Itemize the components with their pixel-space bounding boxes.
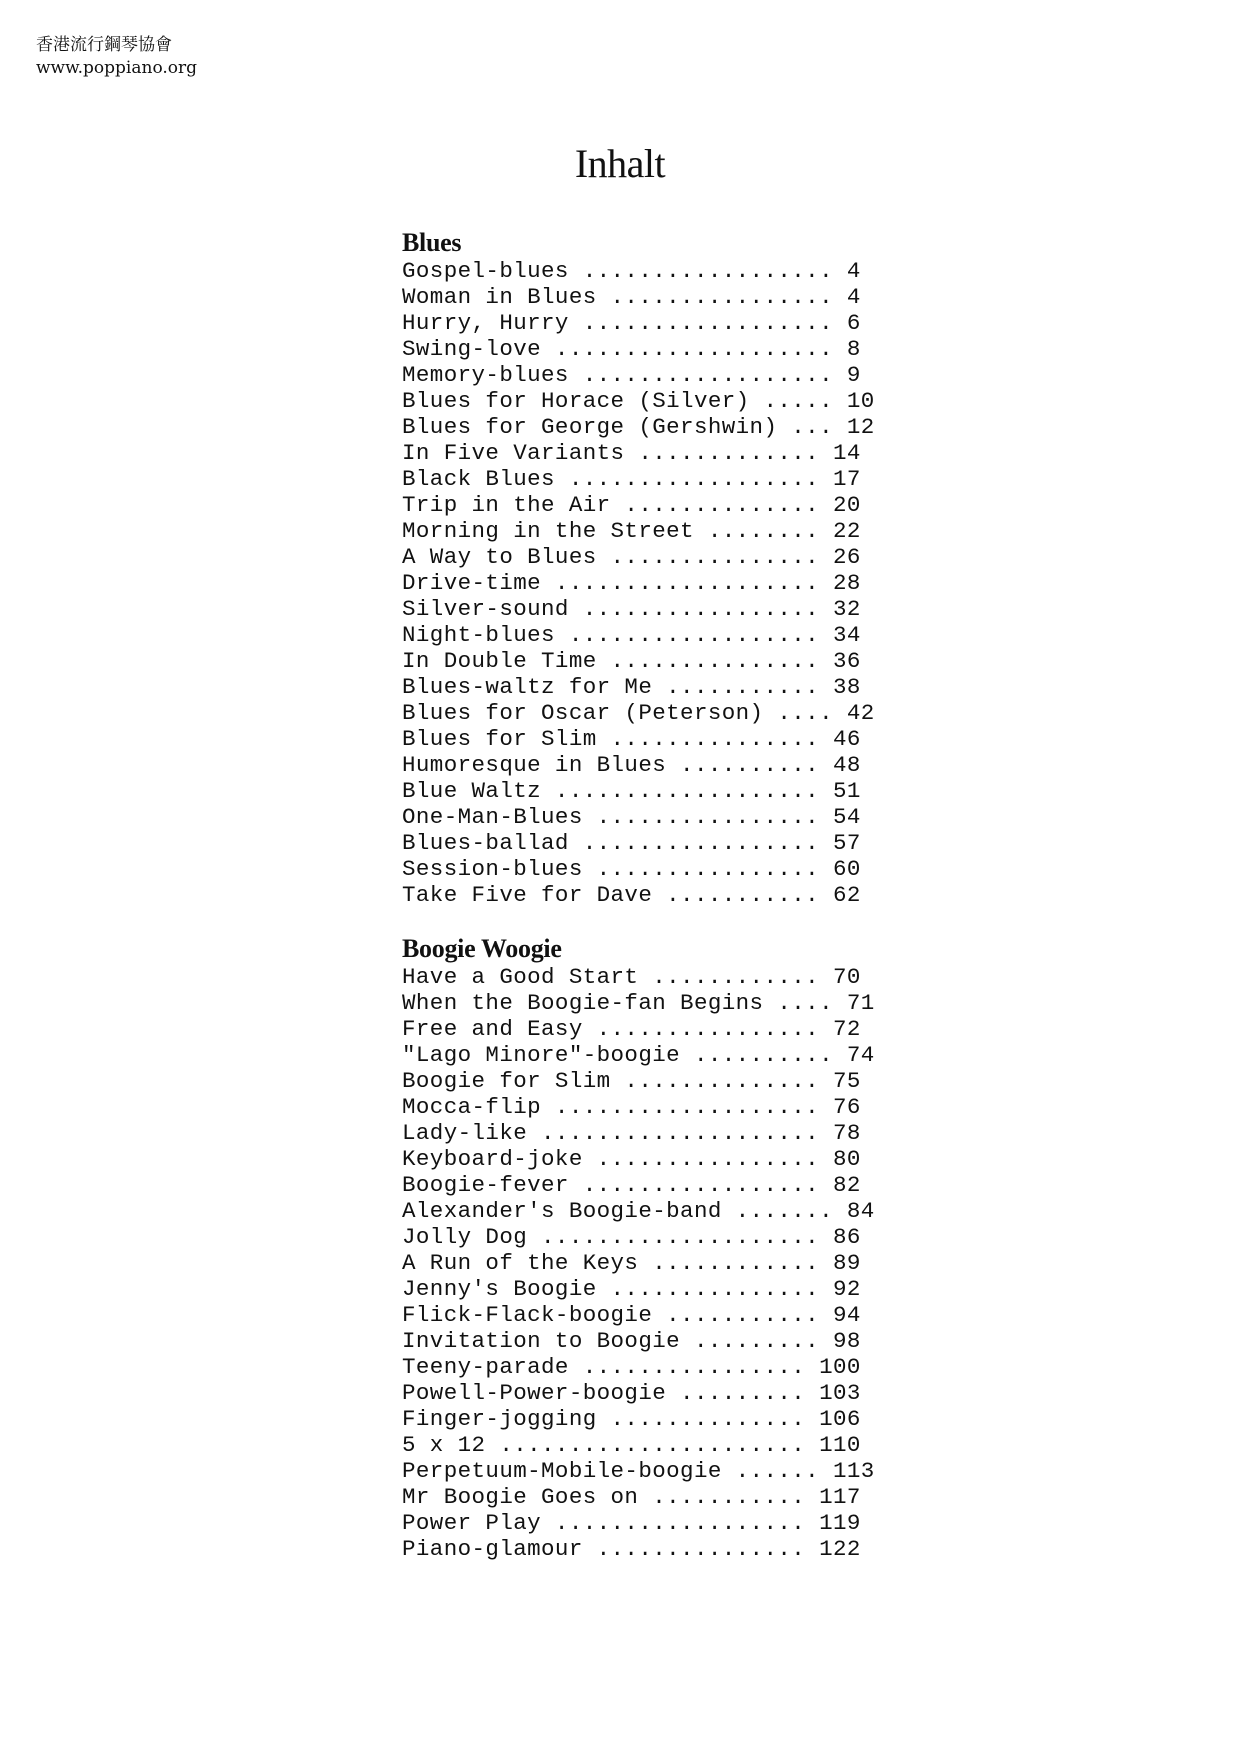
toc-entry: A Run of the Keys ............ 89 (402, 1250, 861, 1276)
toc-entry: Hurry, Hurry .................. 6 (402, 310, 861, 336)
toc-entry: A Way to Blues ............... 26 (402, 544, 861, 570)
toc-entry: Woman in Blues ................ 4 (402, 284, 861, 310)
toc-entry: Keyboard-joke ................ 80 (402, 1146, 861, 1172)
toc-entry: Trip in the Air .............. 20 (402, 492, 861, 518)
toc-entry: Invitation to Boogie ......... 98 (402, 1328, 861, 1354)
toc-entry: Humoresque in Blues .......... 48 (402, 752, 861, 778)
toc-entry: Flick-Flack-boogie ........... 94 (402, 1302, 861, 1328)
toc-entry: 5 x 12 ...................... 110 (402, 1432, 861, 1458)
toc-entry: Perpetuum-Mobile-boogie ...... 113 (402, 1458, 875, 1484)
toc-entry: Mocca-flip ................... 76 (402, 1094, 861, 1120)
toc-entry: Have a Good Start ............ 70 (402, 964, 861, 990)
toc-entry: Blues for Slim ............... 46 (402, 726, 861, 752)
toc-entry: Blues for Horace (Silver) ..... 10 (402, 388, 875, 414)
toc-entry: Black Blues .................. 17 (402, 466, 861, 492)
toc-entry: Power Play .................. 119 (402, 1510, 861, 1536)
watermark-url: www.poppiano.org (36, 58, 198, 78)
toc-entry: Piano-glamour ............... 122 (402, 1536, 861, 1562)
toc-entry: One-Man-Blues ................ 54 (402, 804, 861, 830)
toc-entry: Teeny-parade ................ 100 (402, 1354, 861, 1380)
toc-entry: Mr Boogie Goes on ........... 117 (402, 1484, 861, 1510)
toc-entry: Finger-jogging .............. 106 (402, 1406, 861, 1432)
toc-entry: Blues for George (Gershwin) ... 12 (402, 414, 875, 440)
toc-entry: Silver-sound ................. 32 (402, 596, 861, 622)
toc-list (402, 964, 878, 1562)
toc-entry: Boogie for Slim .............. 75 (402, 1068, 861, 1094)
toc-entry: Free and Easy ................ 72 (402, 1016, 861, 1042)
toc-entry: Blues-ballad ................. 57 (402, 830, 861, 856)
toc-list (402, 258, 878, 908)
watermark (36, 34, 197, 80)
toc-section-boogie-woogie (402, 934, 878, 1562)
toc-entry: When the Boogie-fan Begins .... 71 (402, 990, 875, 1016)
toc-entry: Alexander's Boogie-band ....... 84 (402, 1198, 875, 1224)
toc-entry: Blues for Oscar (Peterson) .... 42 (402, 700, 875, 726)
toc-entry: Take Five for Dave ........... 62 (402, 882, 861, 908)
toc-entry: Lady-like .................... 78 (402, 1120, 861, 1146)
toc-entry: Gospel-blues .................. 4 (402, 258, 861, 284)
toc-section-blues (402, 228, 878, 908)
toc-entry: In Five Variants ............. 14 (402, 440, 861, 466)
toc-entry: Drive-time ................... 28 (402, 570, 861, 596)
page-title: Inhalt (574, 141, 666, 186)
toc-entry: Session-blues ................ 60 (402, 856, 861, 882)
toc-entry: In Double Time ............... 36 (402, 648, 861, 674)
toc-entry: Night-blues .................. 34 (402, 622, 861, 648)
section-heading: Boogie Woogie (402, 934, 562, 963)
toc-entry: "Lago Minore"-boogie .......... 74 (402, 1042, 875, 1068)
section-heading: Blues (402, 228, 462, 257)
toc-entry: Blue Waltz ................... 51 (402, 778, 861, 804)
toc-entry: Blues-waltz for Me ........... 38 (402, 674, 861, 700)
toc-entry: Morning in the Street ........ 22 (402, 518, 861, 544)
toc-entry: Powell-Power-boogie ......... 103 (402, 1380, 861, 1406)
watermark-chinese: 香港流行鋼琴協會 (36, 35, 172, 55)
toc-entry: Jenny's Boogie ............... 92 (402, 1276, 861, 1302)
toc-entry: Swing-love .................... 8 (402, 336, 861, 362)
toc-entry: Jolly Dog .................... 86 (402, 1224, 861, 1250)
toc-entry: Boogie-fever ................. 82 (402, 1172, 861, 1198)
toc-entry: Memory-blues .................. 9 (402, 362, 861, 388)
